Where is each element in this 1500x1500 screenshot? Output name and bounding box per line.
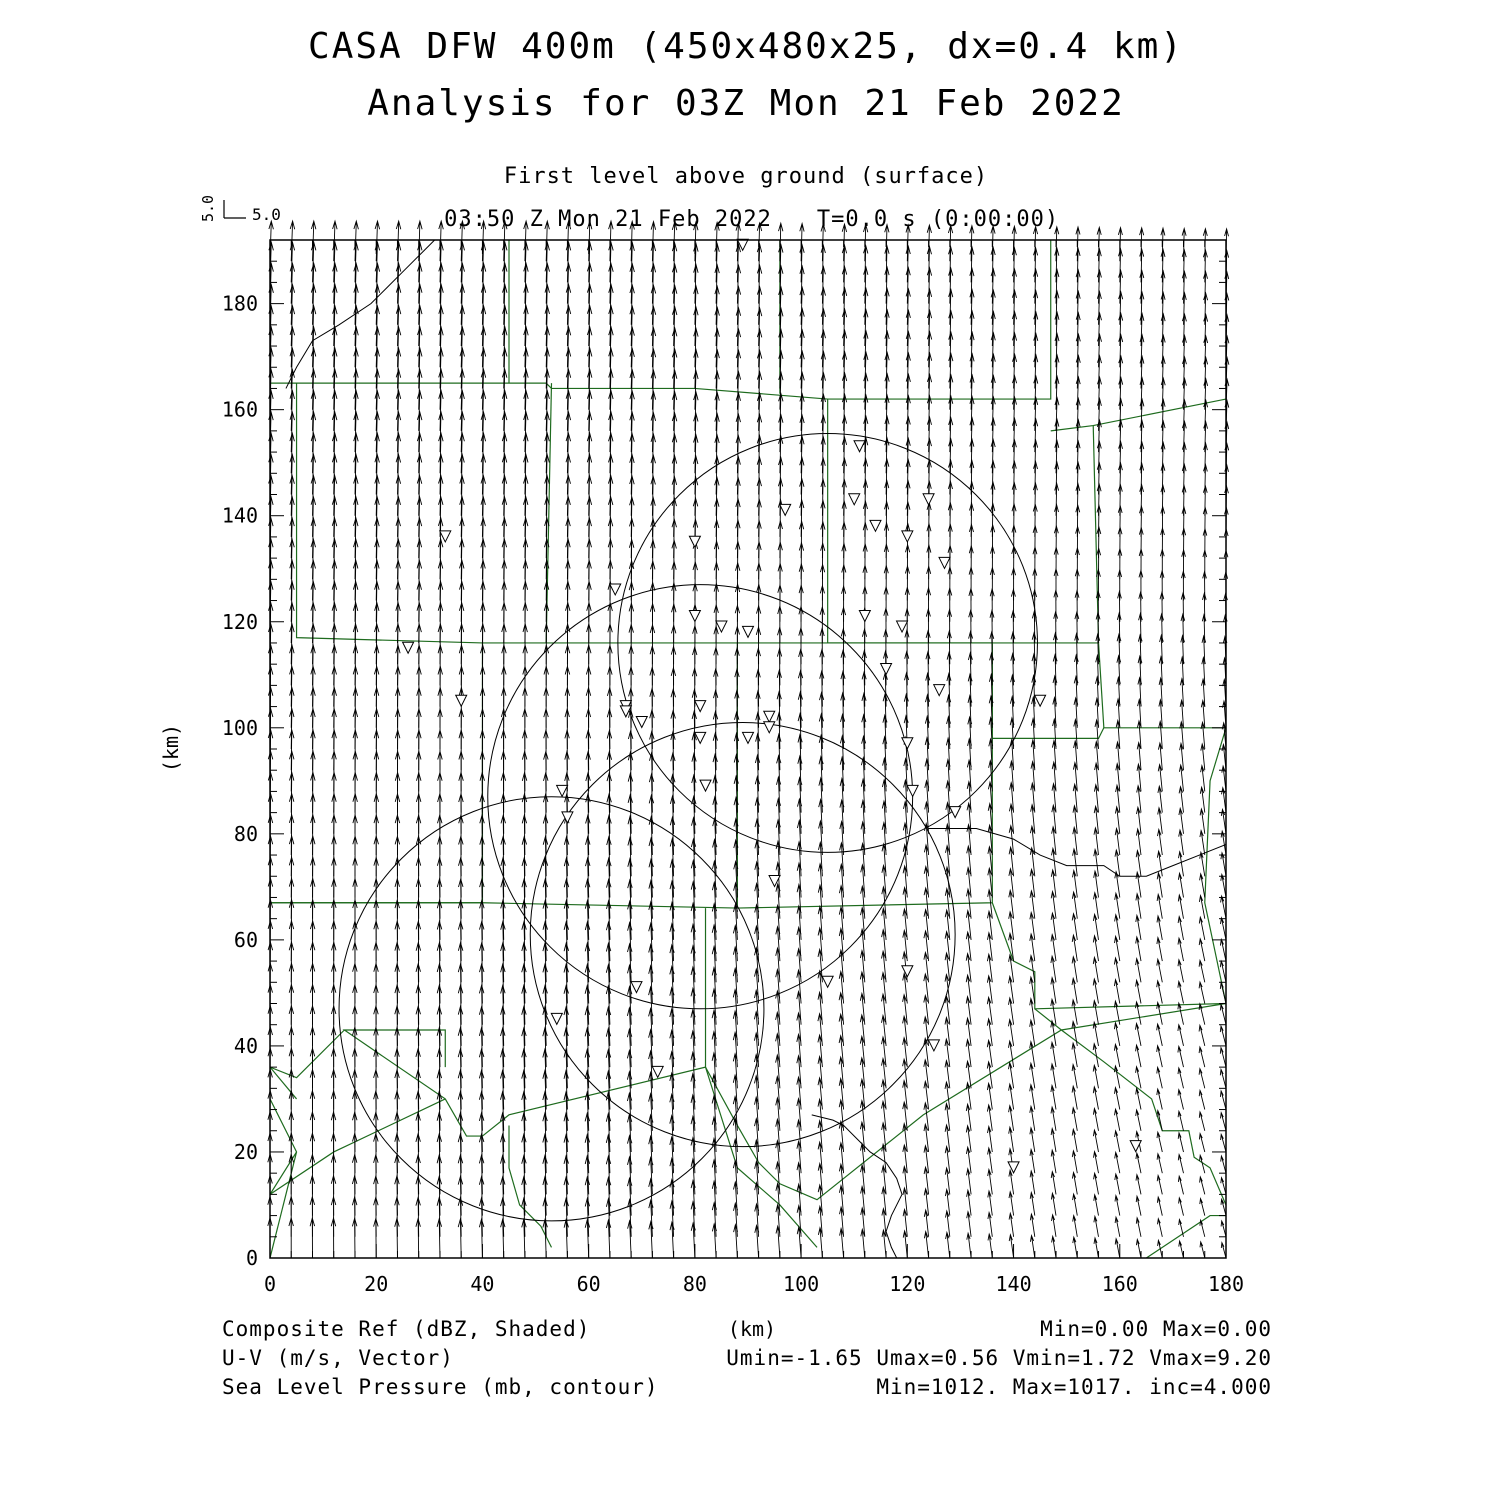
wind-vector [1051, 1129, 1056, 1152]
wind-vector [1051, 1107, 1056, 1131]
wind-vector [1178, 1090, 1184, 1110]
station-marker [631, 982, 642, 993]
wind-vector [967, 1169, 972, 1195]
wind-vector [1200, 1199, 1205, 1216]
wind-vector [1094, 1152, 1099, 1174]
y-tick-label: 20 [233, 1139, 258, 1164]
wind-vector [1093, 1130, 1098, 1152]
wind-vector [1094, 1173, 1099, 1194]
wind-vector [1114, 1066, 1119, 1088]
wind-vector [1052, 1215, 1057, 1237]
wind-vector [946, 1233, 950, 1259]
y-tick-label: 80 [233, 821, 258, 846]
wind-vector [1157, 1024, 1163, 1046]
wind-vector [1030, 1236, 1034, 1258]
wind-vector [1072, 1173, 1077, 1195]
wind-vector [1051, 1193, 1056, 1215]
x-tick-label: 20 [364, 1272, 389, 1296]
forecast-time: T=0.0 s (0:00:00) [816, 207, 1060, 232]
station-marker [928, 1040, 939, 1051]
y-tick-label: 160 [221, 397, 258, 422]
station-marker [743, 732, 754, 743]
wind-vector [1178, 960, 1184, 982]
wind-vector [1199, 961, 1205, 983]
wind-vector [1199, 917, 1205, 940]
station-marker [695, 732, 706, 743]
wind-vector [1136, 1110, 1141, 1131]
wind-vector [966, 1147, 971, 1173]
y-tick-label: 40 [233, 1033, 258, 1058]
wind-vector [1178, 982, 1184, 1004]
county-line [297, 383, 1104, 738]
wind-vector [1221, 896, 1226, 919]
wind-vector [1136, 1240, 1141, 1259]
wind-vector [1051, 1172, 1056, 1195]
wind-vector [1199, 1112, 1205, 1131]
wind-vector [1136, 1024, 1142, 1046]
station-marker [881, 663, 892, 674]
wind-vector [1009, 1063, 1014, 1089]
wind-vector [1136, 1218, 1141, 1237]
wind-vector [1157, 981, 1163, 1004]
wind-vector [1051, 1150, 1056, 1173]
wind-vector [522, 1219, 527, 1258]
wind-vector [1178, 1155, 1183, 1174]
wind-vector [988, 1213, 992, 1237]
field1-stats: Min=0.00 Max=0.00 [1040, 1317, 1272, 1341]
wind-vector [1073, 1216, 1078, 1237]
y-tick-label: 100 [221, 715, 258, 740]
station-marker [557, 785, 568, 796]
wind-vector [1157, 1176, 1162, 1195]
wind-vector [1136, 1153, 1141, 1173]
wind-vector [1220, 983, 1226, 1004]
station-marker [689, 536, 700, 547]
county-line [706, 1004, 1226, 1200]
x-tick-label: 180 [1207, 1272, 1245, 1296]
wind-vector [1072, 1065, 1077, 1089]
wind-vector [1030, 1063, 1035, 1088]
wind-vector [1199, 896, 1204, 919]
wind-vector [1199, 939, 1205, 961]
wind-vector [924, 1232, 928, 1258]
stations [403, 239, 1142, 1173]
wind-vector [501, 1219, 505, 1258]
y-tick-label: 60 [233, 927, 258, 952]
wind-vector [458, 1219, 463, 1258]
county-lines [270, 240, 1226, 1258]
wind-vector [1009, 1192, 1014, 1216]
wind-vector [1200, 1177, 1205, 1195]
wind-vector [1114, 1023, 1119, 1046]
wind-vector [1221, 1134, 1226, 1152]
wind-vector [1115, 1174, 1120, 1194]
wind-vector [1115, 1196, 1120, 1216]
wind-vector [1094, 1195, 1099, 1216]
x-tick-label: 60 [576, 1272, 601, 1296]
wind-vector [1093, 1087, 1098, 1110]
wind-vector [1158, 1219, 1163, 1237]
wind-vector [966, 1126, 971, 1152]
wind-vector [1115, 1109, 1120, 1131]
x-tick-label: 100 [783, 1272, 820, 1296]
valid-time: 03:50 Z Mon 21 Feb 2022 [444, 207, 772, 232]
wind-vector [1051, 1042, 1056, 1067]
wind-vector [1136, 1067, 1141, 1089]
wind-vector [1030, 1150, 1035, 1174]
wind-vector [1009, 1213, 1014, 1237]
station-marker [456, 695, 467, 706]
wind-vector [1009, 1106, 1014, 1131]
wind-vector [1199, 1090, 1205, 1109]
radar-range-rings [339, 434, 1037, 1221]
wind-vector [1200, 1220, 1205, 1237]
wind-vector [1136, 1175, 1141, 1195]
field2-label: U-V (m/s, Vector) [222, 1346, 454, 1370]
wind-vector [1030, 1085, 1035, 1110]
wind-vector [1072, 1129, 1077, 1152]
wind-vector [1221, 1113, 1227, 1131]
wind-vector [1179, 1241, 1184, 1258]
slp-contour [286, 240, 435, 388]
county-line [270, 1152, 297, 1258]
x-tick-label: 80 [682, 1272, 707, 1296]
wind-vector [1220, 1048, 1226, 1067]
slp-contour [812, 1115, 902, 1258]
wind-vector [1157, 938, 1162, 962]
vector-scale-u: 5.0 [252, 205, 281, 224]
wind-vector [1199, 1025, 1205, 1046]
y-tick-label: 180 [221, 291, 258, 316]
field3-label: Sea Level Pressure (mb, contour) [222, 1375, 659, 1399]
wind-vector [988, 1191, 993, 1216]
wind-vector [1220, 1026, 1226, 1046]
wind-vector [1157, 1132, 1162, 1152]
wind-vector [1220, 939, 1226, 961]
wind-vector [1157, 1154, 1162, 1173]
wind-vector [1030, 1193, 1035, 1216]
wind-vector [1136, 1088, 1141, 1109]
wind-vector [1072, 1086, 1077, 1109]
wind-vector [1178, 1025, 1184, 1046]
wind-vector [1221, 1178, 1226, 1195]
station-marker [822, 976, 833, 987]
station-marker [934, 685, 945, 696]
wind-vector [1178, 1003, 1184, 1025]
wind-vector [1115, 1131, 1120, 1152]
wind-vector [1179, 1198, 1184, 1216]
wind-vector [1073, 1194, 1078, 1216]
field2-stats: Umin=-1.65 Umax=0.56 Vmin=1.72 Vmax=9.20 [726, 1346, 1272, 1370]
station-marker [902, 531, 913, 542]
wind-vector [1157, 1067, 1163, 1088]
field1-label: Composite Ref (dBZ, Shaded) [222, 1317, 591, 1341]
station-marker [743, 626, 754, 637]
station-marker [897, 621, 908, 632]
vector-scale-v: 5.0 [199, 194, 217, 222]
wind-vector [1051, 1064, 1056, 1088]
wind-vector [1200, 874, 1205, 898]
wind-vector [1094, 1238, 1099, 1258]
vector-scale-legend [199, 195, 281, 224]
county-line [992, 903, 1226, 1205]
station-marker [923, 494, 934, 505]
wind-vector [479, 1219, 484, 1258]
wind-vector [1030, 1214, 1035, 1237]
wind-vector [1072, 1108, 1077, 1131]
wind-vector [1199, 982, 1205, 1003]
wind-vector [1009, 1127, 1014, 1152]
x-tick-label: 40 [470, 1272, 495, 1296]
wind-vector [988, 1170, 993, 1195]
y-tick-label: 140 [221, 503, 258, 528]
x-axis-label: (km) [727, 1317, 777, 1341]
wind-vector [1199, 1134, 1204, 1152]
station-marker [854, 441, 865, 452]
station-marker [1035, 695, 1046, 706]
station-marker [780, 504, 791, 515]
wind-vector [987, 1105, 992, 1131]
wind-vector [1115, 1152, 1120, 1173]
wind-vector [1178, 1111, 1183, 1131]
wind-vector [1093, 1065, 1098, 1088]
wind-vector [1199, 1069, 1205, 1089]
wind-vector [1115, 1088, 1120, 1110]
y-axis-label: (km) [159, 723, 183, 773]
wind-vector [1220, 1069, 1226, 1088]
station-marker [636, 716, 647, 727]
wind-vector [1221, 918, 1227, 940]
wind-vector [1178, 938, 1184, 961]
wind-vector [1200, 1242, 1205, 1258]
wind-vector [1220, 1091, 1226, 1110]
station-marker [403, 642, 414, 653]
wind-vector [1072, 1151, 1077, 1173]
wind-vector [1009, 1235, 1013, 1258]
range-ring [530, 722, 955, 1146]
station-marker [700, 780, 711, 791]
wind-vector [1009, 1170, 1014, 1194]
wind-vector [988, 1234, 992, 1258]
wind-vector [1157, 959, 1163, 982]
wind-vector [1178, 1176, 1183, 1194]
wind-vector [946, 1211, 950, 1237]
title-line1: CASA DFW 400m (450x480x25, dx=0.4 km) [308, 26, 1184, 67]
wind-vector [1030, 1171, 1035, 1194]
wind-vector [945, 1190, 949, 1216]
wind-vector [1199, 1047, 1205, 1067]
wind-vector [1115, 1239, 1120, 1258]
wind-vector [1093, 1109, 1098, 1131]
wind-vector [1157, 1111, 1162, 1131]
station-marker [907, 785, 918, 796]
x-tick-label: 160 [1101, 1272, 1138, 1296]
wind-vector [1221, 875, 1226, 898]
wind-vector [1072, 1043, 1077, 1067]
station-marker [695, 701, 706, 712]
wind-vector [1030, 1106, 1035, 1130]
wind-vector [1178, 1133, 1183, 1152]
wind-vector [1221, 1156, 1226, 1173]
county-line [270, 240, 1051, 399]
station-marker [652, 1066, 663, 1077]
field3-stats: Min=1012. Max=1017. inc=4.000 [876, 1375, 1272, 1399]
wind-vector [1136, 980, 1141, 1003]
wind-vector [1220, 1004, 1226, 1024]
wind-vector [1157, 1046, 1163, 1067]
station-marker [859, 610, 870, 621]
y-tick-label: 0 [245, 1246, 258, 1270]
wind-vector [1157, 1197, 1162, 1216]
wind-vector [1136, 1045, 1141, 1067]
wind-vector [967, 1190, 972, 1215]
wind-vector [1136, 1196, 1141, 1215]
slp-contours [286, 240, 1226, 1258]
county-line [1093, 426, 1098, 643]
level-label: First level above ground (surface) [503, 164, 989, 189]
wind-vector [1094, 1216, 1099, 1236]
station-marker [551, 1013, 562, 1024]
wind-vector [1178, 1046, 1184, 1067]
wind-vector [1157, 1089, 1163, 1110]
wind-vector [1052, 1236, 1056, 1258]
station-marker [849, 494, 860, 505]
y-tick-label: 120 [221, 609, 258, 634]
station-marker [902, 738, 913, 749]
station-marker [689, 610, 700, 621]
wind-vector [1221, 853, 1226, 877]
wind-vector [1073, 1237, 1078, 1258]
wind-vector [1158, 1240, 1163, 1258]
wind-vector [988, 1127, 993, 1153]
wind-vector [1030, 1128, 1035, 1152]
title-line2: Analysis for 03Z Mon 21 Feb 2022 [367, 83, 1125, 124]
x-tick-label: 140 [995, 1272, 1032, 1296]
station-marker [610, 584, 621, 595]
station-marker [764, 711, 775, 722]
station-marker [764, 722, 775, 733]
wind-vector [988, 1148, 993, 1173]
wind-vector [967, 1233, 971, 1258]
station-marker [870, 520, 881, 531]
wind-vector [1178, 1068, 1184, 1088]
wind-vector [945, 1168, 950, 1194]
wind-vector [1114, 1044, 1119, 1067]
wind-vector [967, 1212, 971, 1237]
station-marker [939, 557, 950, 568]
x-tick-label: 0 [263, 1272, 277, 1296]
x-tick-label: 120 [889, 1272, 926, 1296]
wind-vector [1115, 1217, 1120, 1237]
wind-vector [1178, 917, 1183, 940]
wind-vector [1051, 1086, 1056, 1110]
wind-vector [1200, 787, 1205, 812]
chart-area [222, 221, 1244, 1296]
